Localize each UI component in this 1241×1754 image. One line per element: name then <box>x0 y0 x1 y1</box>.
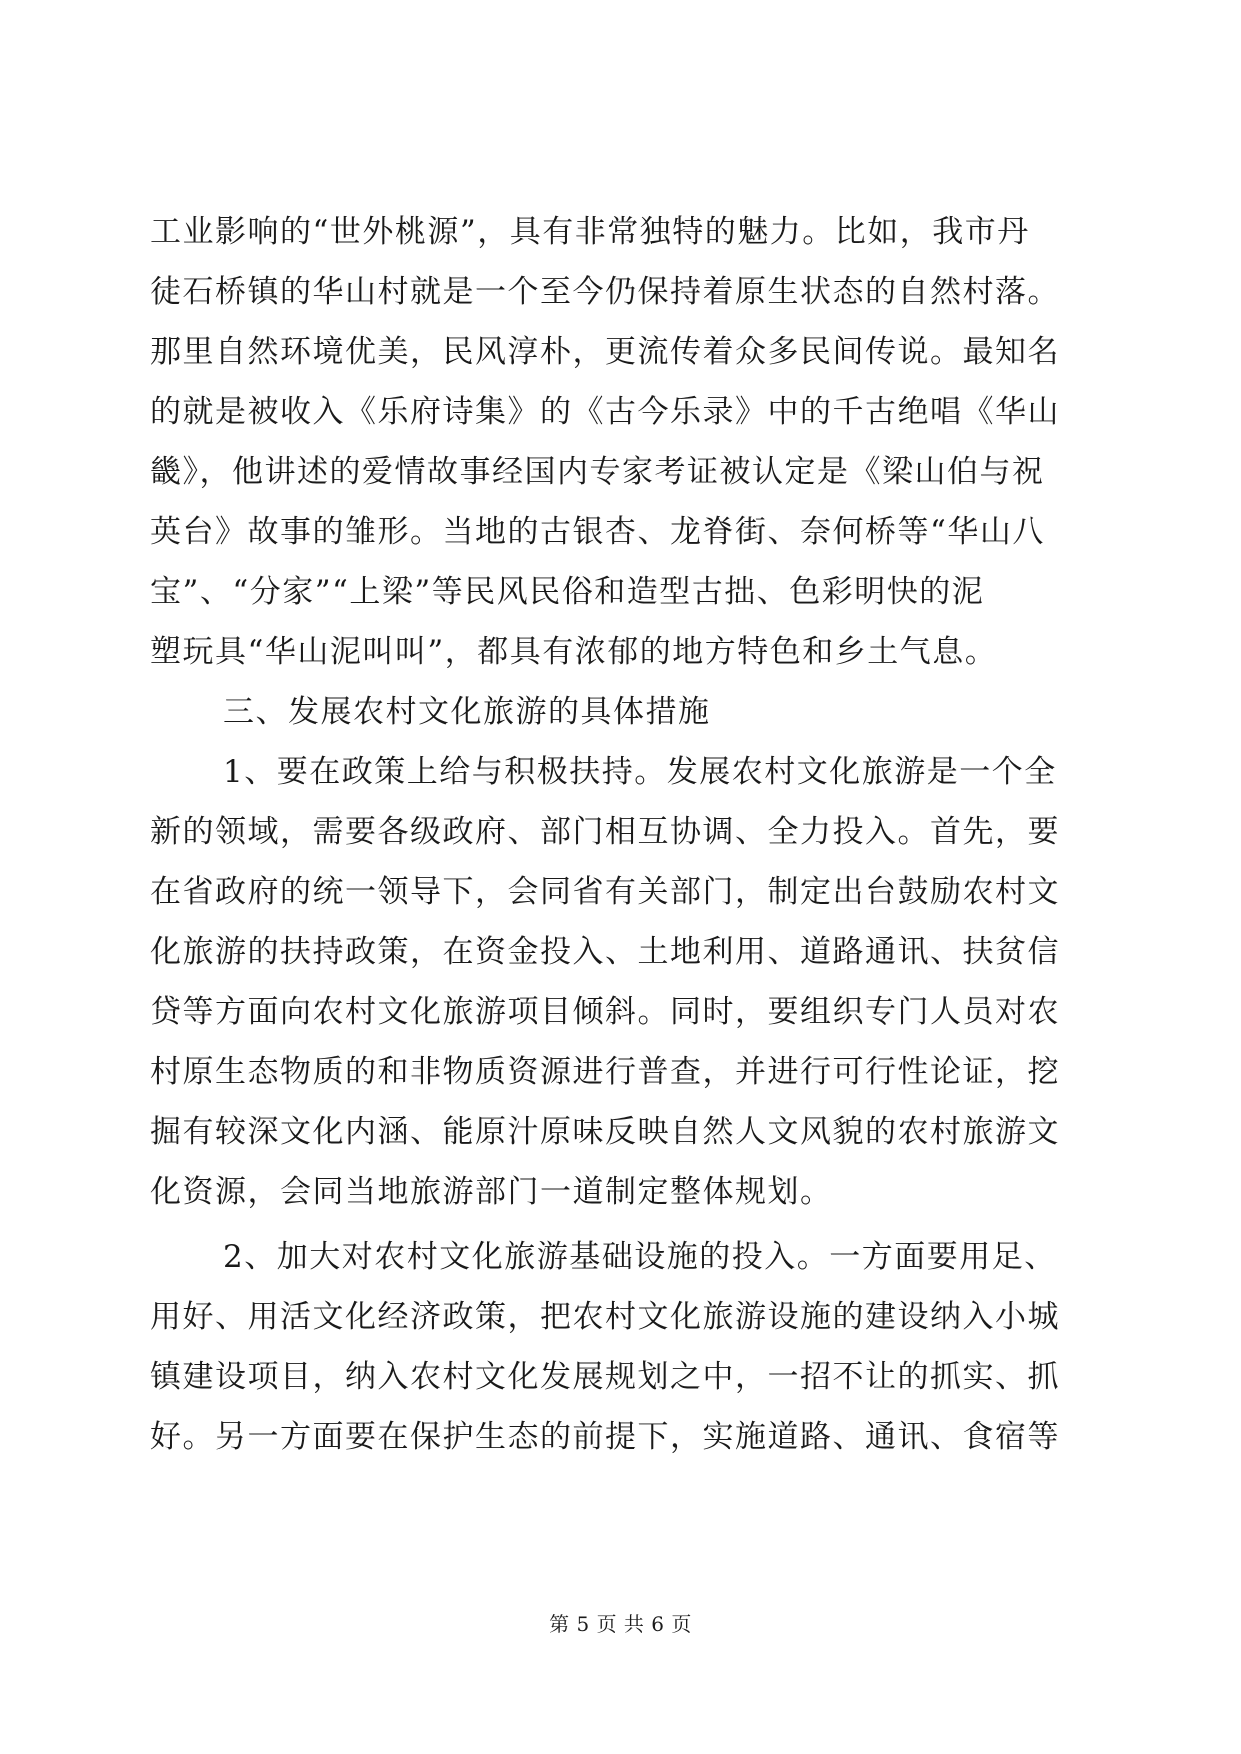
body-line: 徒石桥镇的华山村就是一个至今仍保持着原生状态的自然村落。 <box>150 274 1060 310</box>
paragraph-first-line: 1、要在政策上给与积极扶持。发展农村文化旅游是一个全 <box>223 754 1057 790</box>
body-line: 新的领域，需要各级政府、部门相互协调、全力投入。首先，要 <box>150 814 1060 850</box>
body-line: 镇建设项目，纳入农村文化发展规划之中，一招不让的抓实、抓 <box>150 1359 1060 1395</box>
body-line: 在省政府的统一领导下，会同省有关部门，制定出台鼓励农村文 <box>150 874 1060 910</box>
body-line: 塑玩具“华山泥叫叫”，都具有浓郁的地方特色和乡土气息。 <box>150 634 998 670</box>
body-line: 村原生态物质的和非物质资源进行普查，并进行可行性论证，挖 <box>150 1054 1060 1090</box>
body-line: 工业影响的“世外桃源”，具有非常独特的魅力。比如，我市丹 <box>150 214 1030 250</box>
body-line: 化资源，会同当地旅游部门一道制定整体规划。 <box>150 1174 833 1210</box>
body-line: 好。另一方面要在保护生态的前提下，实施道路、通讯、食宿等 <box>150 1419 1060 1455</box>
body-line: 那里自然环境优美，民风淳朴，更流传着众多民间传说。最知名 <box>150 334 1060 370</box>
body-line: 畿》，他讲述的爱情故事经国内专家考证被认定是《梁山伯与祝 <box>150 454 1045 490</box>
body-line: 贷等方面向农村文化旅游项目倾斜。同时，要组织专门人员对农 <box>150 994 1060 1030</box>
body-line: 化旅游的扶持政策，在资金投入、土地利用、道路通讯、扶贫信 <box>150 934 1060 970</box>
paragraph-first-line: 2、加大对农村文化旅游基础设施的投入。一方面要用足、 <box>223 1239 1057 1275</box>
body-line: 掘有较深文化内涵、能原汁原味反映自然人文风貌的农村旅游文 <box>150 1114 1060 1150</box>
section-heading: 三、发展农村文化旅游的具体措施 <box>223 694 711 730</box>
page-number-footer: 第 5 页 共 6 页 <box>549 1612 692 1636</box>
body-line: 宝”、“分家”“上梁”等民风民俗和造型古拙、色彩明快的泥 <box>150 574 985 610</box>
body-line: 用好、用活文化经济政策，把农村文化旅游设施的建设纳入小城 <box>150 1299 1060 1335</box>
body-line: 的就是被收入《乐府诗集》的《古今乐录》中的千古绝唱《华山 <box>150 394 1060 430</box>
body-line: 英台》故事的雏形。当地的古银杏、龙脊街、奈何桥等“华山八 <box>150 514 1045 550</box>
